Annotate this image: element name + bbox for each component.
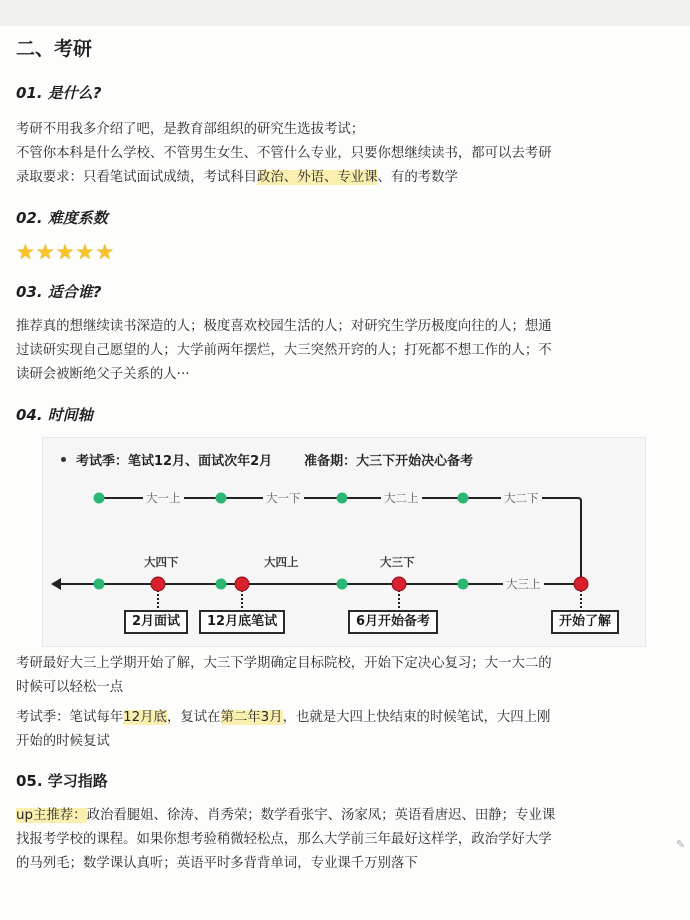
timeline-body-1 <box>16 652 656 700</box>
highlight: 政治、外语、专业课 <box>257 170 378 185</box>
text-span: ，也就是大四上快结束的时候笔试，大四上刚 <box>282 710 551 725</box>
timeline-connector <box>578 498 581 583</box>
timeline-dot-milestone <box>235 577 249 591</box>
timeline-label: 大四下 <box>141 555 182 569</box>
section-who-body <box>16 315 656 387</box>
text-span: 录取要求：只看笔试面试成绩，考试科目 <box>16 170 258 185</box>
star-icon: ★ <box>75 240 95 264</box>
prep-period-text: 准备期：大三下开始决心备考 <box>304 454 474 469</box>
timeline-dot <box>94 579 105 590</box>
text-line <box>16 804 656 828</box>
timeline-label: 大一下 <box>263 491 304 505</box>
timeline-label: 大三下 <box>377 555 418 569</box>
page-title: 二、考研 <box>16 38 93 60</box>
text-line: 找报考学校的课程。如果你想考验稍微轻松点，那么大学前三年最好这样学，政治学好大学 <box>16 832 552 847</box>
text-span: 、有的考数学 <box>377 170 458 185</box>
milestone-tag: 6月开始备考 <box>348 610 438 634</box>
arrow-left-icon <box>51 578 61 590</box>
section-heading-timeline: 04. 时间轴 <box>16 406 93 424</box>
text-span: 政治看腿姐、徐涛、肖秀荣；数学看张宇、汤家凤；英语看唐迟、田静；专业课 <box>86 808 556 823</box>
text-line <box>16 166 656 190</box>
text-line: 不管你本科是什么学校、不管男生女生、不管什么专业，只要你想继续读书，都可以去考研 <box>16 146 552 161</box>
text-line: 考研不用我多介绍了吧，是教育部组织的研究生选拔考试； <box>16 122 365 137</box>
timeline-label: 大二下 <box>501 491 542 505</box>
star-icon: ★ <box>16 240 35 264</box>
text-line <box>16 706 656 730</box>
text-span: ，复试在 <box>166 710 221 725</box>
timeline-body-2 <box>16 706 656 754</box>
timeline-dot <box>458 493 469 504</box>
highlight: 12月底 <box>123 710 167 725</box>
timeline-diagram <box>42 437 646 647</box>
timeline-label: 大一上 <box>143 491 184 505</box>
timeline-dot-milestone <box>151 577 165 591</box>
timeline-dot-milestone <box>392 577 406 591</box>
section-what-body <box>16 118 656 190</box>
timeline-label: 大四上 <box>261 555 302 569</box>
difficulty-stars <box>16 240 114 264</box>
section-heading-guide: 05. 学习指路 <box>16 772 108 790</box>
section-heading-who: 03. 适合谁? <box>16 283 102 301</box>
milestone-tag: 开始了解 <box>551 610 619 634</box>
milestone-tag: 12月底笔试 <box>199 610 285 634</box>
timeline-dot-milestone <box>574 577 588 591</box>
top-bar <box>0 0 690 26</box>
timeline-label: 大三上 <box>503 577 544 591</box>
section-heading-difficulty: 02. 难度系数 <box>16 209 108 227</box>
section-guide-body <box>16 804 656 876</box>
exam-season-text: 考试季：笔试12月、面试次年2月 <box>76 454 273 469</box>
star-icon: ★ <box>95 240 115 264</box>
timeline-dot <box>216 579 227 590</box>
milestone-tag: 2月面试 <box>124 610 188 634</box>
timeline-dot <box>337 493 348 504</box>
text-line: 开始的时候复试 <box>16 734 110 749</box>
text-span: 考试季：笔试每年 <box>16 710 124 725</box>
star-icon: ★ <box>55 240 75 264</box>
timeline-dot <box>337 579 348 590</box>
section-heading-what: 01. 是什么? <box>16 84 102 102</box>
text-line: 读研会被断绝父子关系的人··· <box>16 367 190 382</box>
timeline-dot <box>216 493 227 504</box>
text-line: 的马列毛；数学课认真听；英语平时多背背单词，专业课千万别落下 <box>16 856 418 871</box>
highlight: 第二年3月 <box>220 710 283 725</box>
edit-icon[interactable]: ✎ <box>676 838 686 851</box>
text-line: 时候可以轻松一点 <box>16 680 124 695</box>
timeline-dot <box>94 493 105 504</box>
star-icon: ★ <box>35 240 55 264</box>
text-line: 考研最好大三上学期开始了解，大三下学期确定目标院校，开始下定决心复习；大一大二的 <box>16 656 552 671</box>
text-line: 过读研实现自己愿望的人；大学前两年摆烂，大三突然开窍的人；打死都不想工作的人；不 <box>16 343 552 358</box>
timeline-label: 大二上 <box>381 491 422 505</box>
highlight: up主推荐： <box>16 808 87 823</box>
timeline-dot <box>458 579 469 590</box>
text-line: 推荐真的想继续读书深造的人；极度喜欢校园生活的人；对研究生学历极度向往的人；想通 <box>16 319 552 334</box>
